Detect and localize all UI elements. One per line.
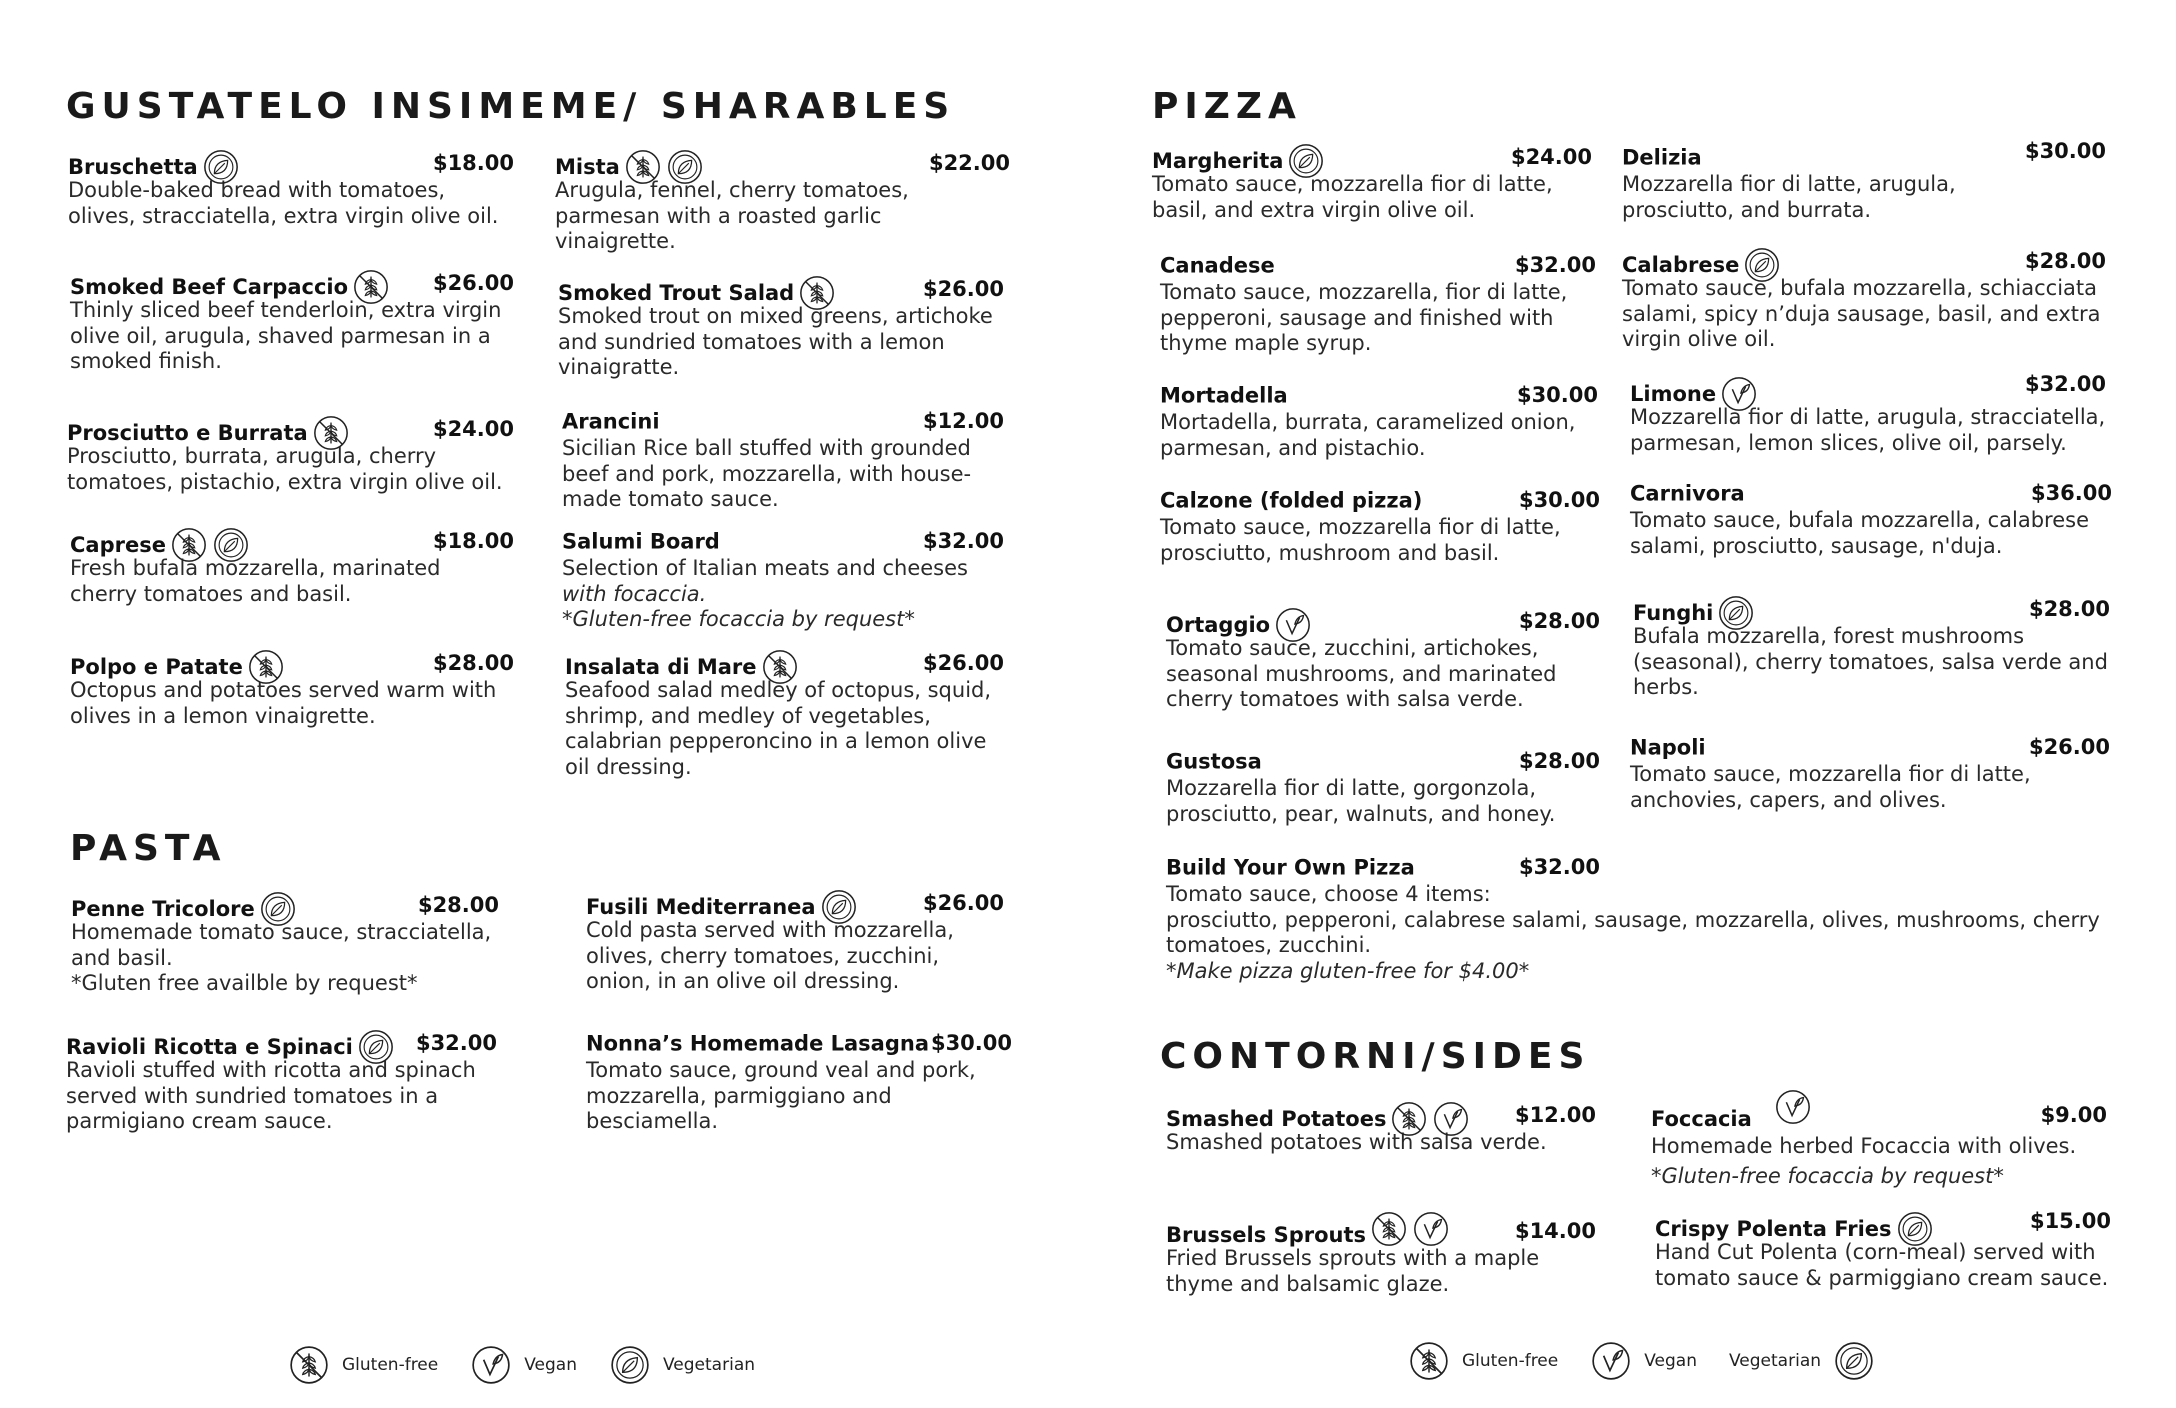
- menu-item: [1152, 142, 1592, 223]
- item-price: $28.00: [1518, 609, 1600, 633]
- item-description: Tomato sauce, mozzarella fior di latte, basil, and extra virgin olive oil.: [1152, 172, 1553, 222]
- vegetarian-icon: [1287, 142, 1325, 180]
- item-description: Ravioli stuffed with ricotta and spinach served with sundried tomatoes in a parmigiano cream sauce.: [66, 1058, 476, 1133]
- item-price: $26.00: [922, 651, 1004, 675]
- item-price: $26.00: [922, 277, 1004, 301]
- item-note: with focaccia.: [562, 581, 707, 606]
- gluten-free-icon: [1408, 1340, 1450, 1382]
- vegetarian-icon: [1833, 1340, 1875, 1382]
- item-name: Crispy Polenta Fries: [1655, 1217, 1892, 1241]
- item-description: Octopus and potatoes served warm with olives in a lemon vinaigrette.: [70, 678, 497, 728]
- item-name: Delizia: [1622, 145, 1702, 170]
- item-name: Mista: [555, 155, 620, 179]
- item-name: Bruschetta: [68, 155, 198, 179]
- menu-item: [70, 648, 514, 729]
- menu-item: [1160, 485, 1600, 566]
- item-note: *Make pizza gluten-free for $4.00*: [1166, 958, 1530, 983]
- item-price: $14.00: [1514, 1219, 1596, 1243]
- item-name: Calzone (folded pizza): [1160, 488, 1423, 513]
- item-name: Carnivora: [1630, 481, 1745, 506]
- item-description: Prosciutto, burrata, arugula, cherry tomatoes, pistachio, extra virgin olive oil.: [67, 444, 503, 494]
- menu-item: [1655, 1210, 2111, 1291]
- menu-item: [1166, 746, 1600, 827]
- item-description: Smashed potatoes with salsa verde.: [1166, 1130, 1547, 1154]
- item-price: $28.00: [2024, 249, 2106, 273]
- menu-item: [1622, 139, 2106, 223]
- menu-item: [586, 1028, 1012, 1135]
- sharables-heading: GUSTATELO INSIMEME/ SHARABLES: [66, 86, 956, 127]
- vegan-icon: [1774, 1088, 1812, 1126]
- vegan-icon: [1432, 1100, 1470, 1138]
- item-name: Build Your Own Pizza: [1166, 855, 1415, 880]
- menu-item: [67, 414, 514, 495]
- item-price: $26.00: [432, 271, 514, 295]
- gluten-free-icon: [1370, 1210, 1408, 1248]
- item-description: prosciutto, pepperoni, calabrese salami, sausage, mozzarella, olives, mushrooms, cherry tomatoes, zucchini.: [1166, 907, 2100, 957]
- menu-item: [562, 406, 1004, 513]
- menu-item: [1651, 1100, 2107, 1189]
- item-price: $12.00: [1514, 1103, 1596, 1127]
- legend-gluten-free-label: Gluten-free: [342, 1355, 439, 1375]
- item-description: Fried Brussels sprouts with a maple thyme and balsamic glaze.: [1166, 1246, 1540, 1296]
- item-name: Ortaggio: [1166, 613, 1271, 637]
- item-description: Hand Cut Polenta (corn-meal) served with tomato sauce & parmiggiano cream sauce.: [1655, 1240, 2109, 1290]
- vegan-icon: [470, 1344, 512, 1386]
- legend-vegetarian-label: Vegetarian: [663, 1355, 756, 1375]
- menu-item: [558, 274, 1004, 381]
- item-description: Seafood salad medley of octopus, squid, shrimp, and medley of vegetables, calabrian pepperoncino in a lemon olive oil dressing.: [565, 678, 992, 779]
- legend-vegetarian-label: Vegetarian: [1729, 1351, 1822, 1371]
- item-name: Brussels Sprouts: [1166, 1223, 1366, 1247]
- item-price: $18.00: [432, 529, 514, 553]
- item-name: Funghi: [1633, 601, 1714, 625]
- item-description: Sicilian Rice ball stuffed with grounded beef and pork, mozzarella, with house-made tomato sauce.: [562, 436, 972, 511]
- item-description: Tomato sauce, bufala mozzarella, schiacciata salami, spicy n’duja sausage, basil, and extra virgin olive oil.: [1622, 276, 2101, 351]
- item-description: Tomato sauce, bufala mozzarella, calabrese salami, prosciutto, sausage, n'duja.: [1630, 508, 2090, 558]
- menu-item: [586, 888, 1004, 995]
- vegetarian-icon: [259, 890, 297, 928]
- item-price: $32.00: [1518, 855, 1600, 879]
- gluten-free-icon: [798, 274, 836, 312]
- vegetarian-icon: [202, 148, 240, 186]
- legend-gluten-free-label: Gluten-free: [1462, 1351, 1559, 1371]
- vegetarian-icon: [609, 1344, 651, 1386]
- gluten-free-icon: [761, 648, 799, 686]
- vegan-icon: [1412, 1210, 1450, 1248]
- vegetarian-icon: [212, 526, 250, 564]
- item-price: $22.00: [928, 151, 1010, 175]
- item-description: Mozzarella fior di latte, arugula, prosciutto, and burrata.: [1622, 172, 1956, 222]
- item-price: $12.00: [922, 409, 1004, 433]
- gluten-free-icon: [312, 414, 350, 452]
- item-name: Foccacia: [1651, 1107, 1752, 1131]
- gluten-free-icon: [288, 1344, 330, 1386]
- item-description: Mortadella, burrata, caramelized onion, parmesan, and pistachio.: [1160, 410, 1576, 460]
- menu-item: [1633, 594, 2110, 701]
- item-name: Margherita: [1152, 149, 1284, 173]
- gluten-free-icon: [247, 648, 285, 686]
- item-description: Double-baked bread with tomatoes, olives, stracciatella, extra virgin olive oil.: [68, 178, 499, 228]
- vegetarian-icon: [357, 1028, 395, 1066]
- item-description: Tomato sauce, ground veal and pork, mozzarella, parmiggiano and besciamella.: [586, 1058, 976, 1133]
- item-name: Napoli: [1630, 735, 1706, 760]
- item-price: $28.00: [417, 893, 499, 917]
- item-price: $24.00: [432, 417, 514, 441]
- item-name: Nonna’s Homemade Lasagna: [586, 1031, 930, 1056]
- menu-item: [1166, 852, 2106, 984]
- menu-item: [1166, 1216, 1596, 1297]
- item-name: Polpo e Patate: [70, 655, 243, 679]
- item-note: *Gluten free availble by request*: [71, 971, 418, 995]
- item-name: Calabrese: [1622, 253, 1740, 277]
- item-name: Canadese: [1160, 253, 1275, 278]
- vegetarian-icon: [820, 888, 858, 926]
- item-price: $28.00: [432, 651, 514, 675]
- item-price: $36.00: [2030, 481, 2112, 505]
- item-description: Selection of Italian meats and cheeses: [562, 556, 968, 580]
- item-name: Mortadella: [1160, 383, 1288, 408]
- item-name: Gustosa: [1166, 749, 1262, 774]
- vegetarian-icon: [1717, 594, 1755, 632]
- item-name: Insalata di Mare: [565, 655, 757, 679]
- item-price: $32.00: [415, 1031, 497, 1055]
- item-description: Cold pasta served with mozzarella, olives, cherry tomatoes, zucchini, onion, in an olive oil dressing.: [586, 918, 954, 993]
- item-name: Arancini: [562, 409, 660, 434]
- item-description: Mozzarella fior di latte, gorgonzola, prosciutto, pear, walnuts, and honey.: [1166, 776, 1556, 826]
- item-description: Thinly sliced beef tenderloin, extra virgin olive oil, arugula, shaved parmesan in a smoked finish.: [70, 298, 502, 373]
- item-note: *Gluten-free focaccia by request*: [562, 607, 915, 631]
- gluten-free-icon: [624, 148, 662, 186]
- menu-item: [70, 526, 514, 607]
- pasta-heading: PASTA: [70, 828, 227, 869]
- menu-item: [562, 526, 1004, 633]
- item-name: Salumi Board: [562, 529, 720, 554]
- item-name: Penne Tricolore: [71, 897, 255, 921]
- menu-item: [1630, 732, 2110, 813]
- item-price: $30.00: [1518, 488, 1600, 512]
- pizza-heading: PIZZA: [1152, 86, 1302, 127]
- vegan-icon: [1590, 1340, 1632, 1382]
- item-name: Smoked Trout Salad: [558, 281, 795, 305]
- gluten-free-icon: [1390, 1100, 1428, 1138]
- item-price: $30.00: [1516, 383, 1598, 407]
- menu-item: [1630, 478, 2112, 559]
- legend-vegan-label: Vegan: [524, 1355, 577, 1375]
- item-description: Homemade tomato sauce, stracciatella, and basil.: [71, 920, 492, 970]
- menu-item: [1160, 250, 1596, 357]
- sides-heading: CONTORNI/SIDES: [1160, 1036, 1591, 1077]
- item-description: Tomato sauce, zucchini, artichokes, seasonal mushrooms, and marinated cherry tomatoes with salsa verde.: [1166, 636, 1557, 711]
- menu-item: [1166, 1100, 1596, 1156]
- item-name: Caprese: [70, 533, 166, 557]
- item-name: Prosciutto e Burrata: [67, 421, 308, 445]
- item-name: Ravioli Ricotta e Spinaci: [66, 1035, 353, 1059]
- dietary-legend: [1408, 1338, 1897, 1384]
- item-price: $26.00: [922, 891, 1004, 915]
- vegan-icon: [1274, 606, 1312, 644]
- item-note: *Gluten-free focaccia by request*: [1651, 1163, 2004, 1188]
- item-price: $24.00: [1510, 145, 1592, 169]
- gluten-free-icon: [170, 526, 208, 564]
- item-name: Fusili Mediterranea: [586, 895, 816, 919]
- menu-item: [565, 648, 1004, 780]
- item-description: Tomato sauce, mozzarella, fior di latte, pepperoni, sausage and finished with thyme maple syrup.: [1160, 280, 1568, 355]
- menu-item: [71, 890, 499, 997]
- item-description: Tomato sauce, mozzarella fior di latte, anchovies, capers, and olives.: [1630, 762, 2031, 812]
- item-name: Smoked Beef Carpaccio: [70, 275, 349, 299]
- menu-item: [66, 1028, 497, 1135]
- menu-item: [70, 268, 514, 375]
- item-description: Homemade herbed Focaccia with olives.: [1651, 1134, 2077, 1158]
- item-description: Mozzarella fior di latte, arugula, stracciatella, parmesan, lemon slices, olive oil, parsely.: [1630, 405, 2106, 455]
- item-price: $18.00: [432, 151, 514, 175]
- vegetarian-icon: [666, 148, 704, 186]
- item-price: $30.00: [2024, 139, 2106, 163]
- item-price: $15.00: [2029, 1209, 2111, 1233]
- item-description: Bufala mozzarella, forest mushrooms (seasonal), cherry tomatoes, salsa verde and herbs.: [1633, 624, 2108, 699]
- item-name: Limone: [1630, 382, 1717, 406]
- item-price: $32.00: [1514, 253, 1596, 277]
- item-price: $32.00: [922, 529, 1004, 553]
- item-name: Smashed Potatoes: [1166, 1107, 1387, 1131]
- legend-vegan-label: Vegan: [1644, 1351, 1697, 1371]
- gluten-free-icon: [352, 268, 390, 306]
- menu-item: [68, 148, 514, 229]
- item-description: Smoked trout on mixed greens, artichoke and sundried tomatoes with a lemon vinaigratte.: [558, 304, 993, 379]
- menu-item: [1630, 372, 2106, 456]
- vegan-icon: [1720, 375, 1758, 413]
- item-price: $32.00: [2024, 372, 2106, 396]
- menu-item: [555, 148, 1010, 255]
- item-price: $28.00: [2028, 597, 2110, 621]
- menu-item: [1160, 380, 1598, 461]
- item-price: $30.00: [930, 1031, 1012, 1055]
- item-description: Arugula, fennel, cherry tomatoes, parmesan with a roasted garlic vinaigrette.: [555, 178, 909, 253]
- item-price: $28.00: [1518, 749, 1600, 773]
- item-price: $26.00: [2028, 735, 2110, 759]
- item-description: Tomato sauce, choose 4 items:: [1166, 882, 1491, 906]
- menu-item: [1622, 246, 2106, 353]
- item-price: $9.00: [2040, 1103, 2107, 1127]
- vegetarian-icon: [1896, 1210, 1934, 1248]
- vegetarian-icon: [1743, 246, 1781, 284]
- menu-item: [1166, 606, 1600, 713]
- item-description: Fresh bufala mozzarella, marinated cherry tomatoes and basil.: [70, 556, 441, 606]
- item-description: Tomato sauce, mozzarella fior di latte, prosciutto, mushroom and basil.: [1160, 515, 1561, 565]
- dietary-legend: [288, 1342, 777, 1388]
